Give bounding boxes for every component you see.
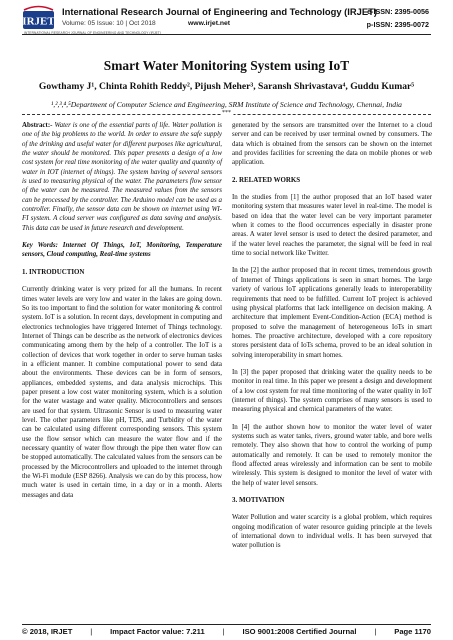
keywords-text: Internet Of Things, IoT, Monitoring, Temperature sensors, Cloud computing, Real-time systems [22,241,222,259]
left-column [22,121,222,508]
related-works-heading: 2. RELATED WORKS [232,175,301,184]
motivation-heading: 3. MOTIVATION [232,496,285,505]
page-number: Page 1170 [394,627,431,636]
related-works-paragraph: In the studies from [1] the author proposed that an IoT based water monitoring system that measures water level in real-time. The model is based on idea that the water level can be very important parameter when it comes to the flood occurrences especially in disaster prone areas. A water level sensor is used to detect the desired parameter, and if the water level reaches the parameter, the signal will be feed in real time to social network like Twitter. [232,193,432,258]
p-issn: p-ISSN: 2395-0072 [366,20,429,29]
footer-separator: | [90,627,93,636]
abstract-label: Abstract:- [22,121,53,129]
e-issn: e-ISSN: 2395-0056 [367,7,429,16]
footer-separator: | [222,627,225,636]
introduction-continuation: generated by the sensors are transmitted over the Internet to a cloud server and can be received by user terminal owned by consumers. The data which is obtained from the sensors can be shown on the internet and provides facilities for screening the data on mobile phones or web application. [232,121,432,167]
logo-caption: INTERNATIONAL RESEARCH JOURNAL OF ENGINEERING AND TECHNOLOGY (IRJET) [24,31,162,35]
keywords-label: Key Words: [22,241,58,250]
introduction-text: Currently drinking water is very prized for all the humans. In recent times water levels are very low and water in the lakes are going down. So its too important to find the solution for water monitoring & control system. IoT is a solution. In recent days, development in computing and electronics technologies have triggered Internet of Things technology. Internet of Things can be describe as the network of electronics devices communicating among them by the help of a controller. The IoT is a collection of devices that work together in order to serve human tasks in a efficient manner. It combine computational power to send data about the environments. These devices can be in form of sensors, appliances, embedded systems, and data analysis microchips. This paper present a low cost water monitoring system, which is a solution for the water wastage and water quality. Microcontrollers and sensors are used for that system. Ultrasonic Sensor is used to measuring water level. The other parameters like pH, TDS, and Turbidity of the water can be calculated using different corresponding sensors. This system use the flow sensor which can measure the water flow and if the necessary quantity of water flow through the pipe then water flow can be stopped automatically. The calculated values from the sensors can be processed by the Microcontrollers and uploaded to the internet through the Wi-Fi module (ESP 8266). Analysis we can do by this process, how much water is used in certain time, in a day or in a month. Alerts messages and data [22,285,222,499]
related-works-paragraph: In the [2] the author proposed that in recent times, tremendous growth of Internet of Things applications is seen in smart homes. The large variety of various IoT applications generally leads to interoperability requirements that need to be fulfilled. Current IoT project is achieved using physical platforms that lack intelligence on decision making. A architecture that implement Event-Condition-Action (ECA) method is proposed to solve the management of heterogeneous IoTs in smart homes. The proactive architecture, developed with a core repository stores persistent data of IoTs schema, proved to be an ideal solution in solving interoperability in smart homes. [232,266,432,359]
copyright: © 2018, IRJET [22,627,73,636]
header-divider [22,34,431,35]
separator-stars: *** [222,110,231,116]
abstract-text: Water is one of the essential parts of life. Water pollution is one of the big problems to the world. In order to ensure the safe supply of the drinking and useful water for different purposes like agricultural, the water should be monitored. This paper presents a design of a low cost system for real time monitoring of the water quality and quantity of water in IOT (internet of things). The system having of several sensors is used to measuring physical of the water. The parameters flow sensor of the water can be measured. The measured values from the sensors can be processed by the controller. The Arduino model can be used as a controller. Finally, the sensor data can be shown on internet using WI-FI system. A cloud server was configured as data saving and analysis. This data can be used in future research and development. [22,121,222,232]
right-column [232,121,432,559]
svg-text:IRJET: IRJET [22,15,55,28]
related-works-paragraph: In [4] the author shown how to monitor the water level of water systems such as water tanks, rivers, ground water table, and bore wells remotely. They also shown that how to control the working of pump automatically and remotely. It can be used to remotely monitor the flood affected areas wirelessly and information can be sent to mobile wirelessly. This system is designed to monitor the level of water with the help of water level sensors. [232,422,432,487]
journal-header [0,0,453,44]
footer-separator: | [374,627,377,636]
paper-title: Smart Water Monitoring System using IoT [103,58,350,73]
section-separator [22,111,431,117]
author-list: Gowthamy J¹, Chinta Rohith Reddy², Pijush Meher³, Saransh Shrivastava⁴, Guddu Kumar⁵ [38,81,415,92]
related-works-paragraph: In [3] the paper proposed that drinking water the quality needs to be monitor in real time. In this paper we present a design and development of a low cost system for real time monitoring of the water quality in IoT (internet of things). The system comprises of many sensors is used to measuring physical and chemical parameters of the water. [232,367,432,414]
iso-certification: ISO 9001:2008 Certified Journal [242,627,357,636]
abstract [22,121,222,233]
journal-website-link[interactable]: www.irjet.net [188,20,231,27]
journal-title: International Research Journal of Engineering and Technology (IRJET) [62,6,377,17]
impact-factor: Impact Factor value: 7.211 [110,627,205,636]
affiliation: ¹,²,³,⁴,⁵Department of Computer Science and Engineering, SRM Institute of Science and Technology, Chennai, India [51,100,402,109]
volume-issue: Volume: 05 Issue: 10 | Oct 2018 [62,20,156,27]
keywords [22,241,222,260]
introduction-heading: 1. INTRODUCTION [22,267,85,276]
motivation-text: Water Pollution and water scarcity is a global problem, which requires ongoing modification of water resource guiding principle at the levels of international down to individual wells. It has been surveyed that water pollution is [232,513,432,550]
irjet-logo-icon [22,5,55,33]
page-footer [22,627,431,636]
footer-divider [22,624,431,625]
